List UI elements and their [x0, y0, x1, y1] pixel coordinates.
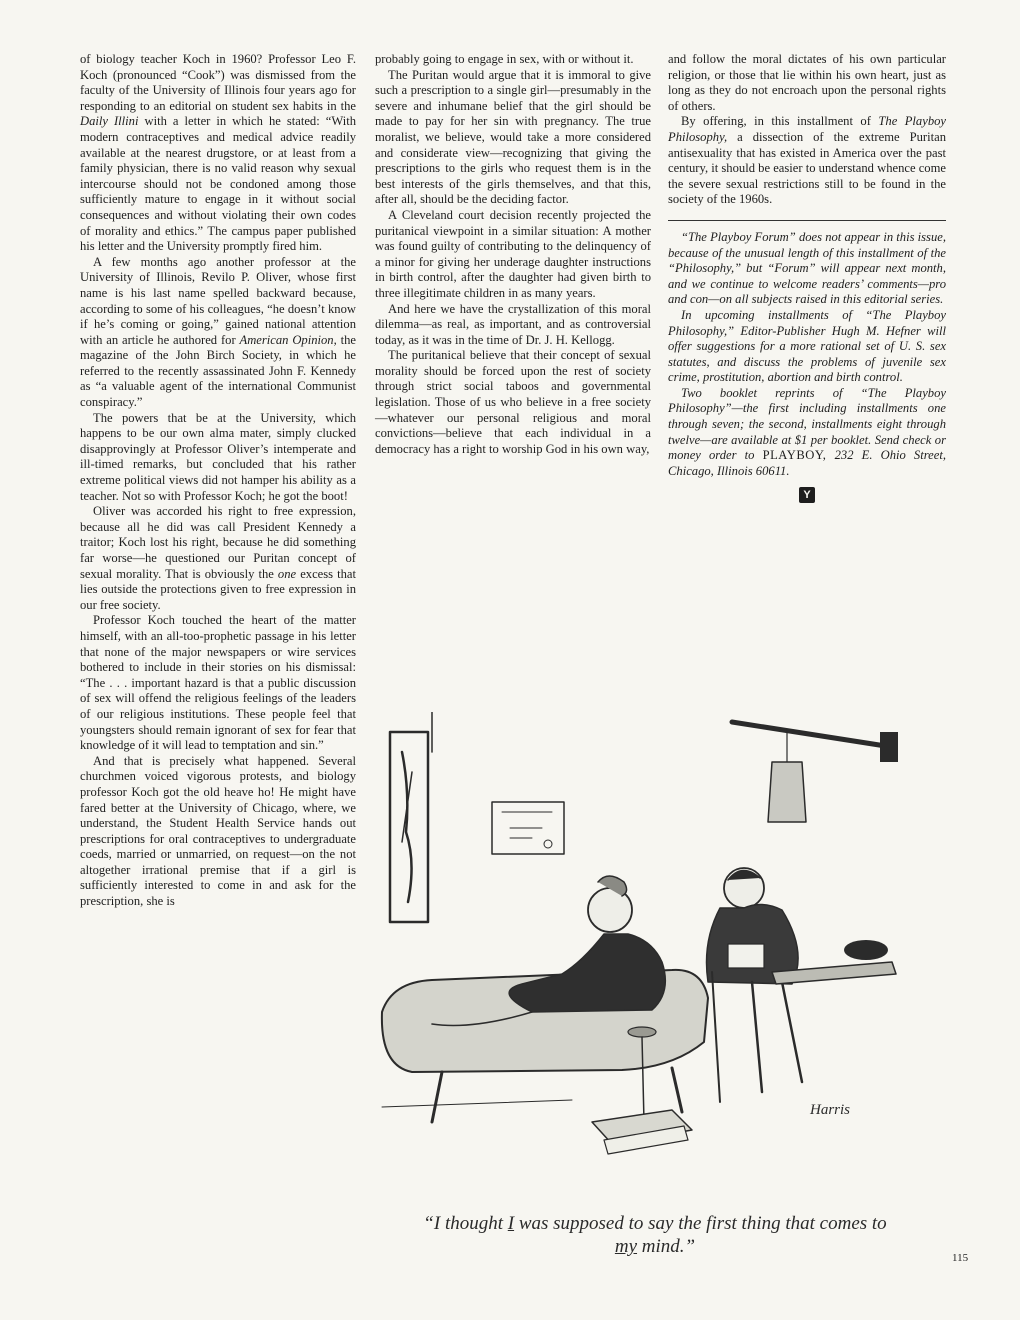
paragraph: and follow the moral dictates of his own particular religion, or those that lie within his own heart, just as long as they do not encroach upon the personal rights of others. — [668, 52, 946, 113]
paragraph: probably going to engage in sex, with or without it. — [375, 52, 634, 66]
lamp — [732, 722, 892, 747]
paragraph: Professor Koch touched the heart of the matter himself, with an all-too-prophetic passage in his letter that none of the major newspapers or wire services bothered to include in their stories on his dismissal: “The . . . important hazard is that a public discussion of sex will offend the religious feelings of the leaders of our religious institutions. These people feel that youngsters should remain ignorant of sex for fear that knowledge of it will lead to temptation and sin.” — [80, 613, 356, 753]
cartoon-illustration — [372, 712, 912, 1190]
note-paragraph: Two booklet reprints of “The Playboy Philosophy”—the first including installments one through seven; the second, installments eight through twelve—are available at $1 per booklet. Send check or money order to PLAYBOY, 232 E. Ohio Street, Chicago, Illinois 60611. — [668, 385, 946, 478]
playboy-end-mark-icon: Y — [799, 487, 815, 503]
text-column-1 — [80, 52, 356, 910]
paragraph: A Cleveland court decision recently projected the puritanical viewpoint in a similar situation: A mother was found guilty of contributing to the delinquency of a minor for giving her underage daughter instructions in birth control, after the daughter had given birth to three illegitimate children in as many years. — [375, 207, 651, 300]
paragraph: Oliver was accorded his right to free expression, because all he did was call President Kennedy a traitor; Koch lost his right, because he did something far worse—he questioned our Puritan concept of sexual morality. That is obviously the one excess that lies outside the protections given to free expression in our free society. — [80, 504, 357, 612]
text-column-2 — [375, 52, 651, 457]
cartoon-caption: “I thought I was supposed to say the first thing that comes to my mind.” — [423, 1213, 887, 1257]
text-column-3 — [668, 52, 946, 503]
page-number: 115 — [952, 1252, 969, 1264]
paragraph: And that is precisely what happened. Several churchmen voiced vigorous protests, and biology professor Koch got the old heave ho! He might have fared better at the University of Chicago, where, we understand, the Student Health Service hands out prescriptions for oral contraceptives to undergraduate coeds, married or unmarried, on request—on the not altogether irrational premise that if a girl is sufficiently interested to come in and ask for the prescription, she is — [80, 753, 356, 909]
divider — [668, 220, 946, 221]
paragraph: The Puritan would argue that it is immoral to give such a prescription to a single girl—presumably in the severe and inhumane belief that the girl should be made to pay for her sin with pregnancy. The true moralist, we believe, would take a more considered and considerate view—recognizing that giving the prescriptions to the girls who request them is in the best interests of the girls themselves, and that this, after all, should be the deciding factor. — [375, 67, 651, 207]
paragraph: And here we have the crystallization of this moral dilemma—as real, as important, and as controversial today, as it was in the time of Dr. J. H. Kellogg. — [375, 301, 651, 347]
paragraph: A few months ago another professor at the University of Illinois, Revilo P. Oliver, whose first name is his last name spelled backward because, according to some of his colleagues, “he doesn’t know if he’s coming or going,” gained national attention with an article he authored for American Opinion, the magazine of the John Birch Society, in which he referred to the recently assassinated John F. Kennedy as “a valuable agent of the international Communist conspiracy.” — [80, 254, 356, 410]
artist-signature: Harris — [810, 1102, 851, 1118]
paragraph: The powers that be at the University, which happens to be our own alma mater, simply clucked disapprovingly at Professor Oliver’s intemperate and ill-timed remarks, but concluded that his rather extreme political views did not hamper his ability as a teacher. Not so with Professor Koch; he got the boot! — [80, 410, 356, 503]
note-paragraph: In upcoming installments of “The Playboy Philosophy,” Editor-Publisher Hugh M. Hefner will offer suggestions for a more rational set of U. S. sex statutes, and discuss the problems of juvenile sex crime, prostitution, abortion and birth control. — [668, 307, 946, 385]
paragraph: The puritanical believe that their concept of sexual morality should be forced upon the rest of society through strict social taboos and governmental legislation. Those of us who believe in a free society—whatever our personal religious and moral convictions—believe that each individual in a democracy has a right to worship God in his own way, — [375, 348, 651, 456]
psychiatrist-figure — [707, 868, 803, 1102]
note-paragraph: “The Playboy Forum” does not appear in this issue, because of the unusual length of this installment of the “Philosophy,” but “Forum” will appear next month, and we continue to welcome readers’ comments—pro and con—on all subjects raised in this editorial series. — [668, 229, 946, 307]
editors-note — [668, 230, 946, 480]
paragraph: By offering, in this installment of The Playboy Philosophy, a dissection of the extreme Puritan antisexuality that has existed in America over the past century, it should be easier to understand whence come the severe sexual restrictions still to be found in the society of the 1960s. — [668, 114, 946, 207]
paragraph: of biology teacher Koch in 1960? Professor Leo F. Koch (pronounced “Cook”) was dismissed from the faculty of the University of Illinois four years ago for responding to an editorial on student sex habits in the Daily Illini with a letter in which he stated: “With modern contraceptives and medical advice readily available at the nearest drugstore, or at least from a family physician, there is no valid reason why sexual intercourse should not be condoned among those sufficiently mature to engage in it without social consequences and without violating their own codes of morality and ethics.” The campus paper published his letter and the University promptly fired him. — [80, 52, 356, 254]
